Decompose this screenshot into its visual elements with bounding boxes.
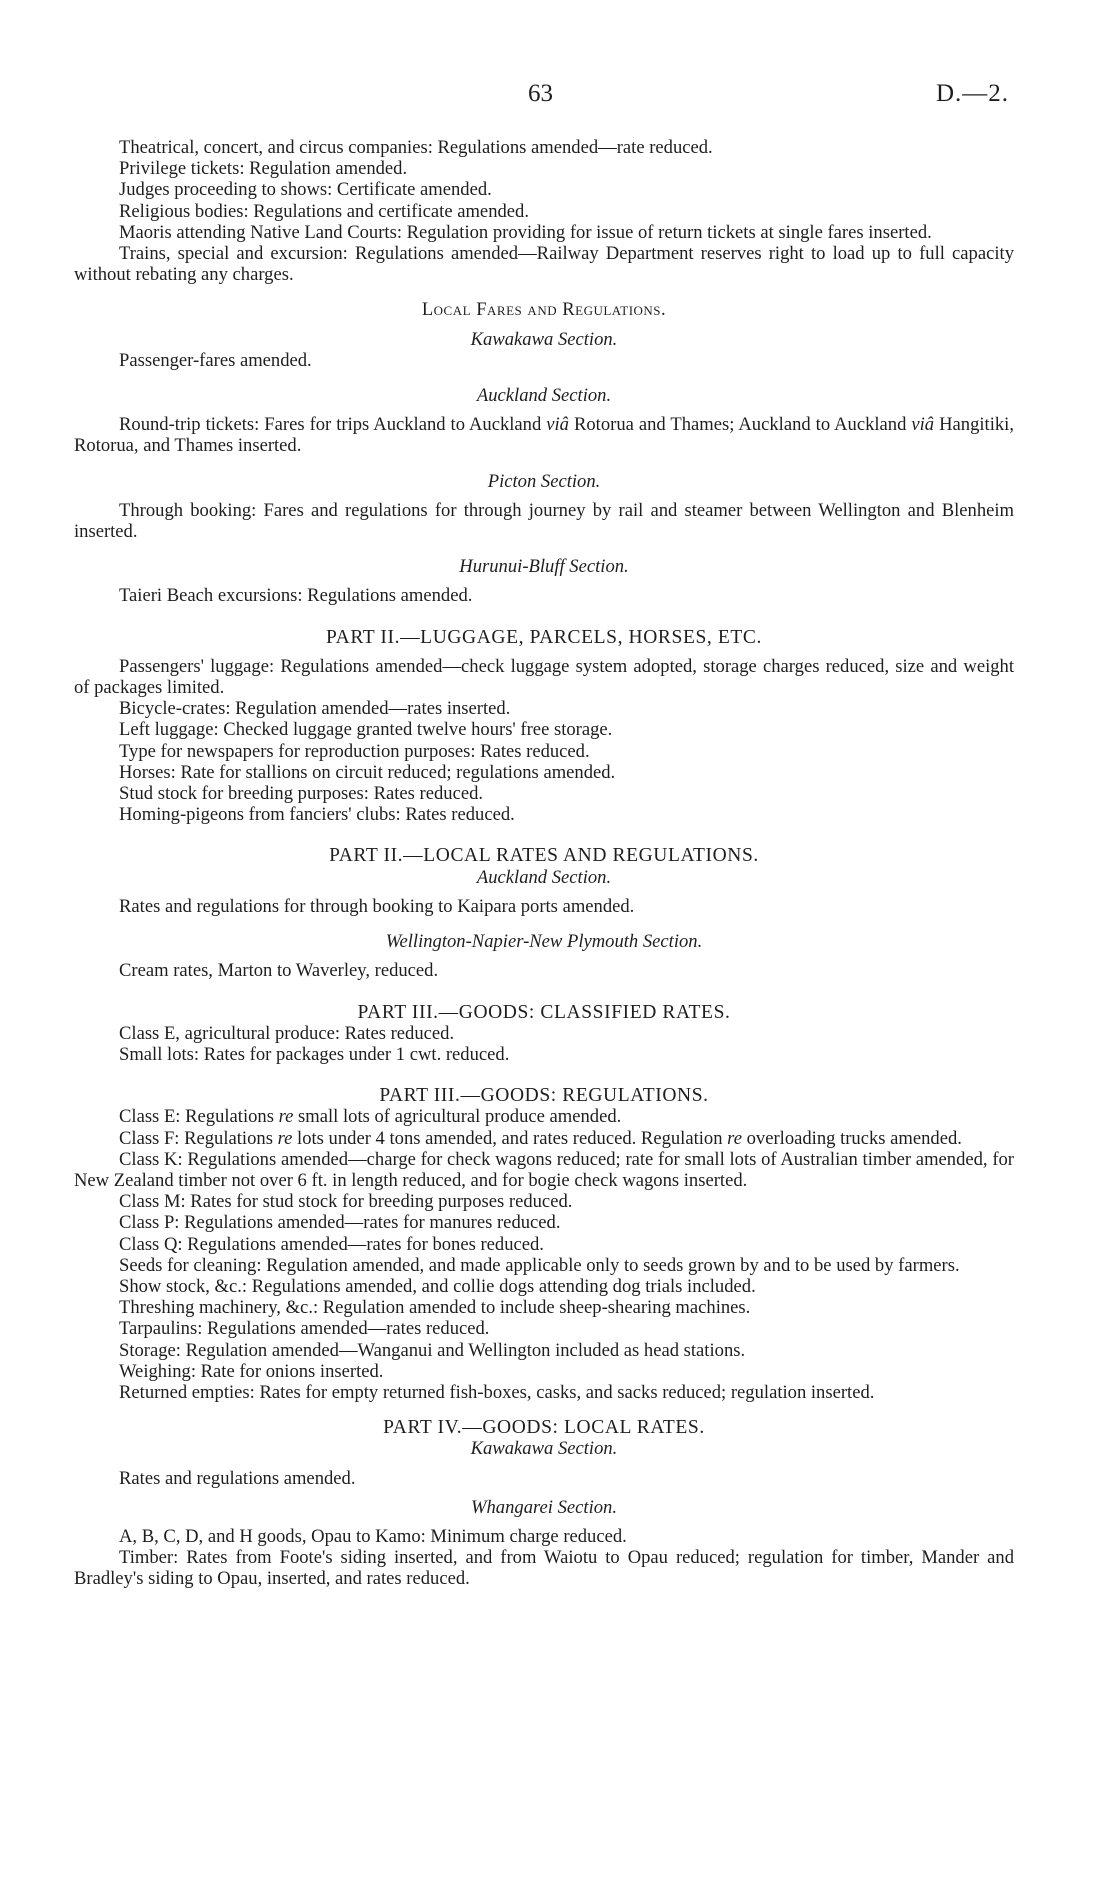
text-run: Round-trip tickets: Fares for trips Auckland to Auckland [119,414,547,436]
paragraph: Homing-pigeons from fanciers' clubs: Rates reduced. [119,804,515,826]
text-run: Class E: Regulations [119,1106,279,1128]
part-heading: PART II.—LUGGAGE, PARCELS, HORSES, ETC. [326,626,762,648]
local-fares-heading: Local Fares and Regulations. [421,299,667,321]
re-italic: re [727,1127,742,1149]
section-heading: Whangarei Section. [471,1496,617,1518]
paragraph [74,1106,1014,1127]
paragraph: Small lots: Rates for packages under 1 cwt. reduced. [119,1043,510,1065]
section-heading: Auckland Section. [476,385,612,407]
part-heading: PART III.—GOODS: REGULATIONS. [379,1085,709,1107]
text-run: Rotorua and Thames; Auckland to Auckland [568,414,912,436]
paragraph: Cream rates, Marton to Waverley, reduced. [119,960,439,982]
part-heading: PART III.—GOODS: CLASSIFIED RATES. [357,1001,731,1023]
paragraph: Judges proceeding to shows: Certificate amended. [119,179,492,201]
paragraph: Threshing machinery, &c.: Regulation amended to include sheep-shearing machines. [119,1297,751,1319]
paragraph: Left luggage: Checked luggage granted twelve hours' free storage. [119,719,613,741]
text-run: Hangitiki, Rotorua, and Thames inserted. [74,414,1014,457]
paragraph: Maoris attending Native Land Courts: Regulation providing for issue of return tickets at single fares inserted. [119,221,932,243]
paragraph: Returned empties: Rates for empty returned fish-boxes, casks, and sacks reduced; regulation inserted. [119,1381,875,1403]
paragraph: Rates and regulations for through booking to Kaipara ports amended. [119,895,635,917]
text-run: Class F: Regulations [119,1127,278,1149]
paragraph: Tarpaulins: Regulations amended—rates reduced. [119,1318,490,1340]
paragraph: Rates and regulations amended. [119,1467,356,1489]
paragraph: Weighing: Rate for onions inserted. [119,1360,384,1382]
paragraph: Class E, agricultural produce: Rates reduced. [119,1022,455,1044]
paragraph: Class P: Regulations amended—rates for manures reduced. [119,1212,561,1234]
text-run: small lots of agricultural produce amended. [293,1106,622,1128]
paragraph: Class Q: Regulations amended—rates for bones reduced. [119,1233,544,1255]
re-italic: re [277,1127,293,1149]
part-heading: PART II.—LOCAL RATES AND REGULATIONS. [329,845,759,867]
paragraph: Class M: Rates for stud stock for breeding purposes reduced. [119,1191,573,1213]
document-reference: D.—2. [936,80,1010,107]
section-heading: Wellington-Napier-New Plymouth Section. [385,931,703,953]
section-heading: Auckland Section. [476,866,612,888]
paragraph: Stud stock for breeding purposes: Rates reduced. [119,783,484,805]
paragraph: Show stock, &c.: Regulations amended, and collie dogs attending dog trials included. [119,1275,756,1297]
paragraph: Storage: Regulation amended—Wanganui and Wellington included as head stations. [119,1339,746,1361]
paragraph: Privilege tickets: Regulation amended. [119,158,408,180]
section-heading: Hurunui-Bluff Section. [459,556,629,578]
paragraph: Seeds for cleaning: Regulation amended, and made applicable only to seeds grown by and to be used by farmers. [119,1254,960,1276]
paragraph: Theatrical, concert, and circus companies: Regulations amended—rate reduced. [119,137,713,158]
section-heading: Picton Section. [487,470,601,492]
re-italic: re [278,1106,294,1128]
paragraph: Type for newspapers for reproduction purposes: Rates reduced. [119,740,590,762]
paragraph: Religious bodies: Regulations and certificate amended. [119,200,529,222]
document-body [74,137,1014,1590]
paragraph: A, B, C, D, and H goods, Opau to Kamo: Minimum charge reduced. [119,1525,627,1547]
section-heading: Kawakawa Section. [470,1438,618,1460]
text-run: overloading trucks amended. [741,1127,962,1149]
section-heading: Kawakawa Section. [470,328,618,350]
paragraph: Through booking: Fares and regulations for through journey by rail and steamer between Wellington and Blenheim inserted. [74,499,1014,543]
paragraph: Class K: Regulations amended—charge for check wagons reduced; rate for small lots of Australian timber amended, for New Zealand timber not over 6 ft. in length reduced, and for bogie check wagons inserted. [74,1148,1014,1191]
text-run: lots under 4 tons amended, and rates reduced. Regulation [292,1127,728,1149]
paragraph: Passengers' luggage: Regulations amended—check luggage system adopted, storage charges reduced, size and weight of packages limited. [74,655,1014,699]
paragraph: Taieri Beach excursions: Regulations amended. [119,585,473,607]
paragraph: Timber: Rates from Foote's siding inserted, and from Waiotu to Opau reduced; regulation for timber, Mander and Bradley's siding to Opau, inserted, and rates reduced. [74,1547,1014,1590]
paragraph [74,414,1014,456]
via-italic: viâ [911,414,935,436]
page-number: 63 [528,80,553,107]
paragraph: Horses: Rate for stallions on circuit reduced; regulations amended. [119,761,616,783]
paragraph: Passenger-fares amended. [119,349,312,371]
paragraph [74,1128,1014,1149]
part-heading: PART IV.—GOODS: LOCAL RATES. [383,1417,705,1439]
via-italic: viâ [546,414,569,436]
paragraph: Trains, special and excursion: Regulations amended—Railway Department reserves right to load up to full capacity without rebating any charges. [74,243,1014,286]
paragraph: Bicycle-crates: Regulation amended—rates inserted. [119,698,511,720]
